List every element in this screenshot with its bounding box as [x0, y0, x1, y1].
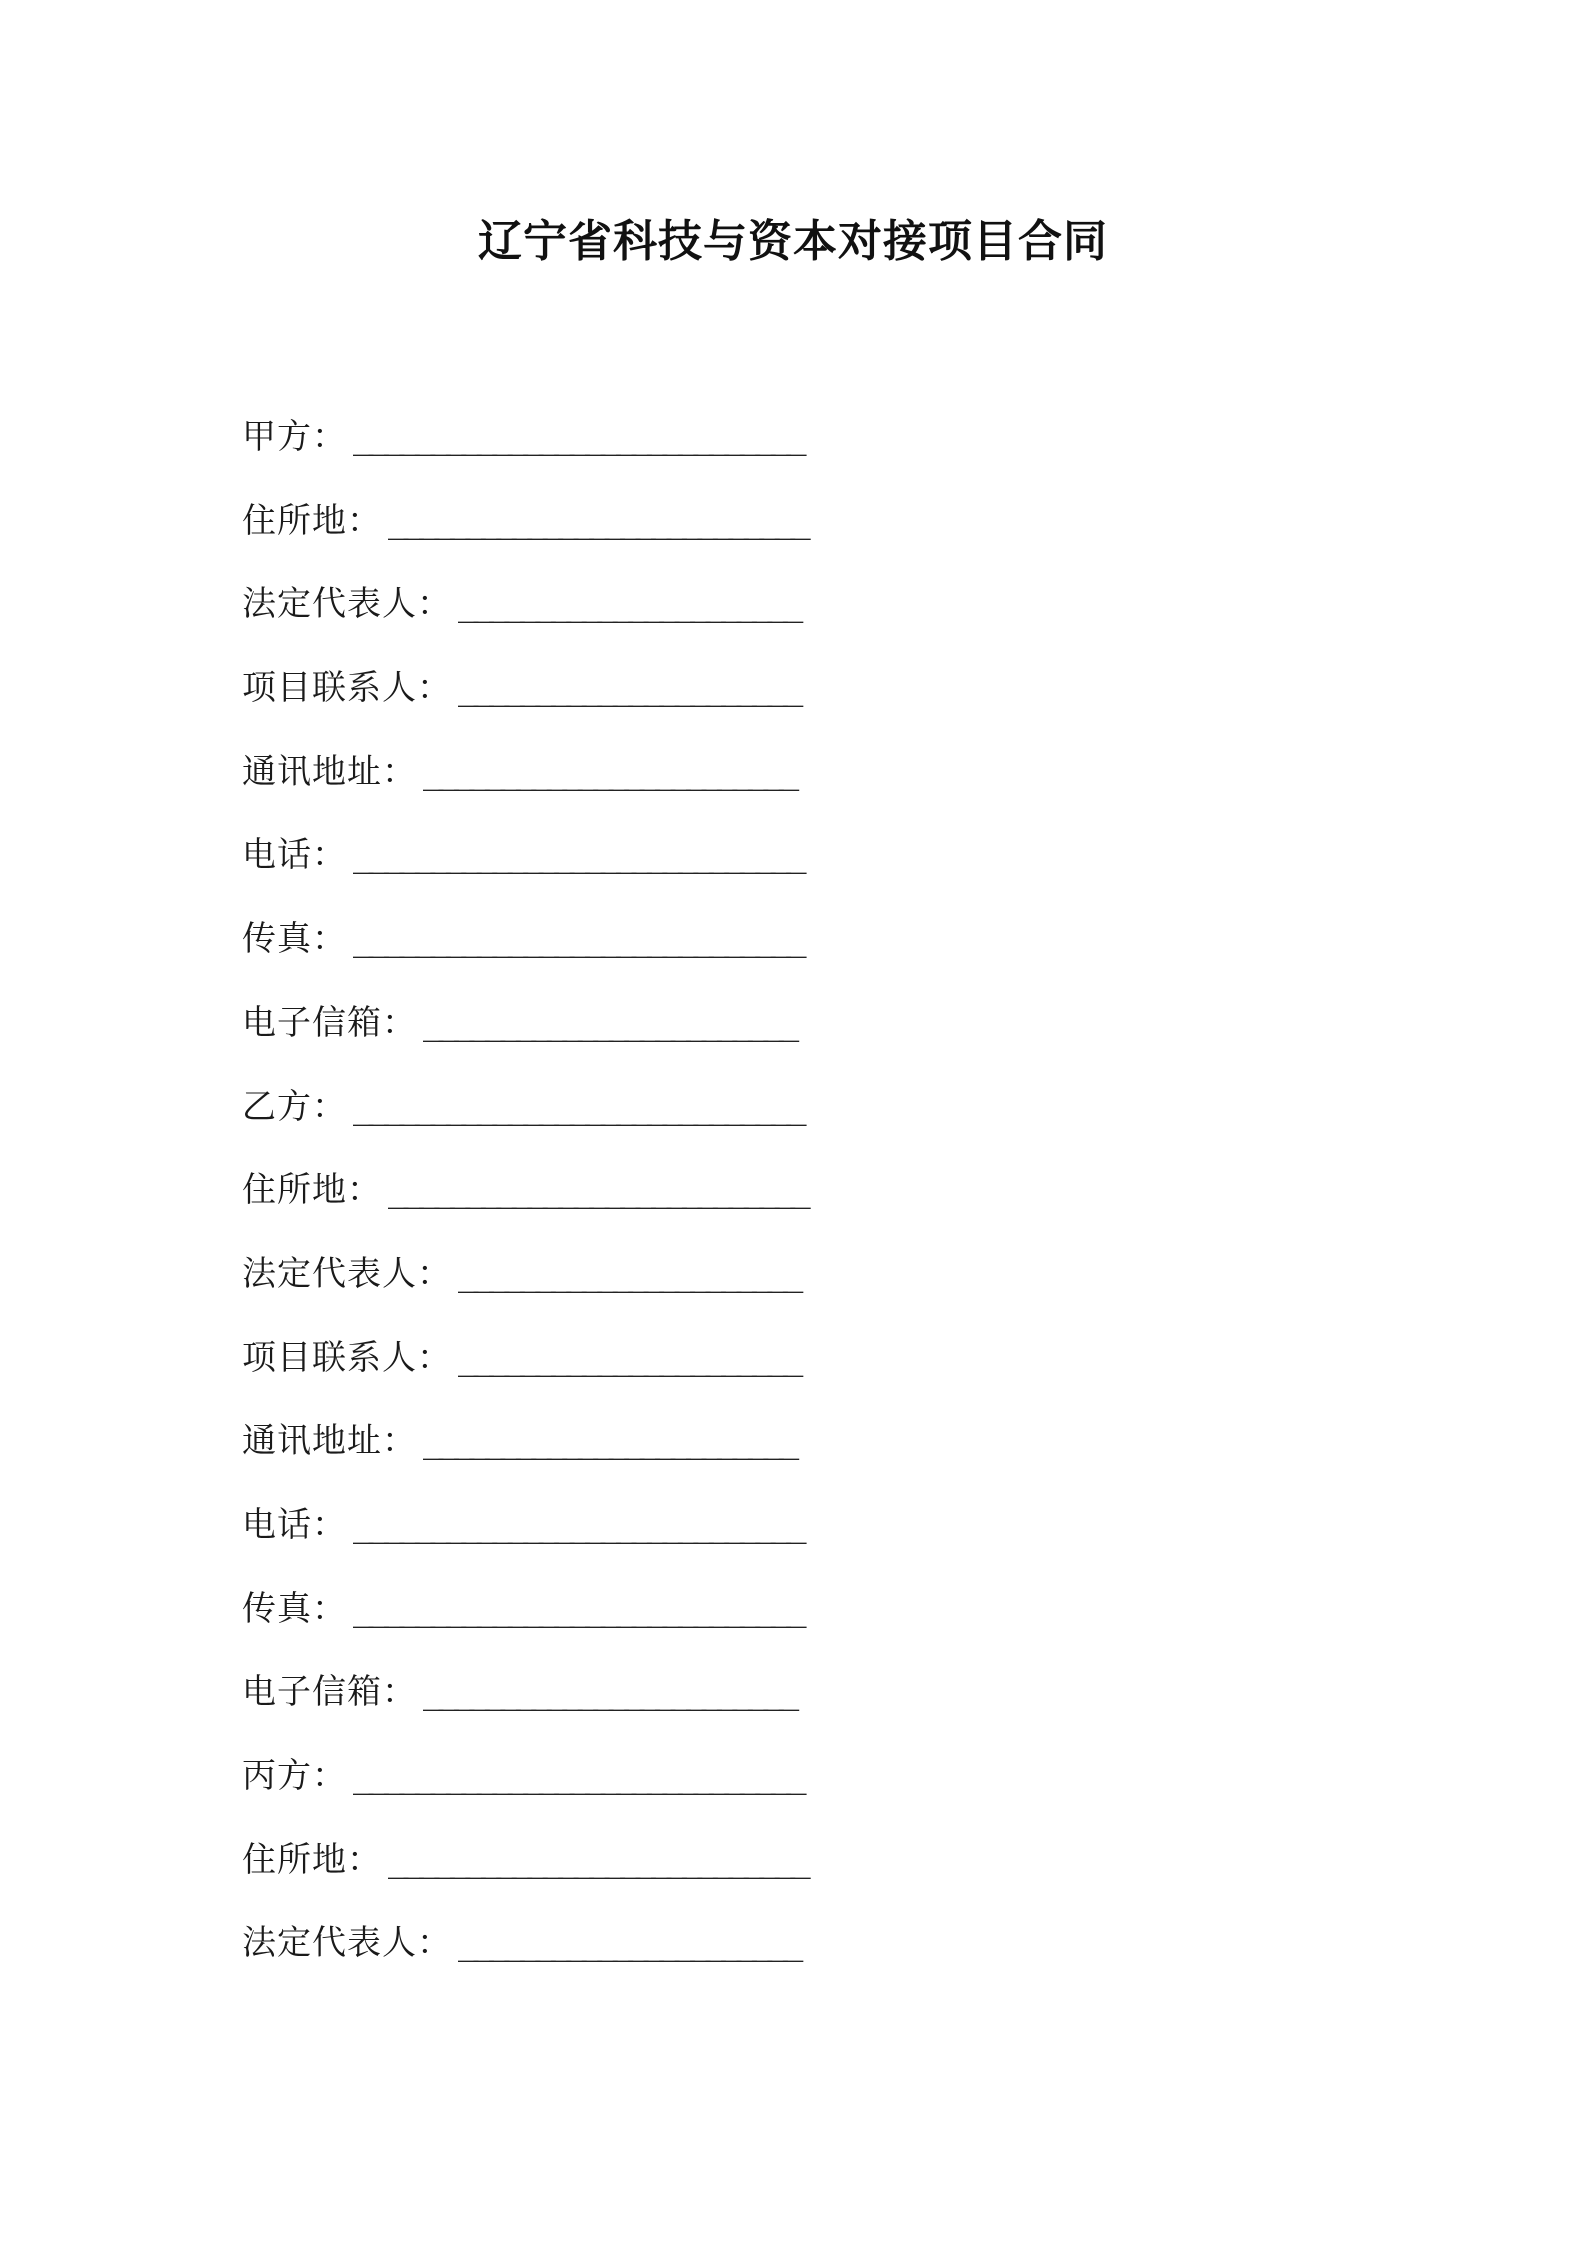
field-label: 住所地： — [242, 1170, 382, 1211]
field-party-b-address — [242, 1165, 1342, 1249]
field-party-a-mailing-address — [242, 747, 1342, 831]
field-party-b-contact — [242, 1333, 1342, 1417]
fill-in-blank: ______________________ — [458, 1337, 799, 1378]
field-label: 传真： — [242, 1588, 347, 1629]
field-label: 电子信箱： — [242, 1672, 417, 1713]
fill-in-blank: ___________________________ — [388, 1170, 806, 1211]
field-party-b-fax — [242, 1584, 1342, 1668]
field-label: 甲方： — [242, 417, 347, 457]
field-party-b-legal-rep — [242, 1249, 1342, 1333]
field-label: 法定代表人： — [242, 1923, 452, 1964]
fill-in-blank: ______________________ — [458, 1253, 799, 1294]
field-party-a-phone — [242, 830, 1342, 914]
fill-in-blank: _____________________________ — [353, 1588, 802, 1629]
field-party-c-address — [242, 1835, 1342, 1919]
field-label: 项目联系人： — [242, 668, 452, 709]
field-label: 电话： — [242, 835, 347, 876]
field-party-a-email — [242, 998, 1342, 1082]
field-party-a-legal-rep — [242, 579, 1342, 663]
field-party-b-email — [242, 1667, 1342, 1751]
fill-in-blank: _____________________________ — [353, 1086, 802, 1127]
field-party-b — [242, 1082, 1342, 1166]
field-party-c — [242, 1751, 1342, 1835]
fill-in-blank: ______________________ — [458, 1923, 799, 1964]
fill-in-blank: ______________________ — [458, 584, 799, 625]
field-party-a-contact — [242, 663, 1342, 747]
field-party-a-address — [242, 496, 1342, 580]
document-title: 辽宁省科技与资本对接项目合同 — [478, 216, 1108, 267]
fill-in-blank: ______________________ — [458, 668, 799, 709]
field-party-a-fax — [242, 914, 1342, 998]
field-party-b-mailing-address — [242, 1416, 1342, 1500]
field-label: 乙方： — [242, 1086, 347, 1127]
fill-in-blank: ___________________________ — [388, 1839, 806, 1880]
field-label: 传真： — [242, 919, 347, 960]
fill-in-blank: ________________________ — [423, 1421, 795, 1462]
field-label: 丙方： — [242, 1756, 347, 1796]
field-party-a — [242, 412, 1342, 496]
fill-in-blank: ________________________ — [423, 1672, 795, 1713]
fill-in-blank: ________________________ — [423, 751, 795, 792]
field-label: 法定代表人： — [242, 584, 452, 625]
field-label: 电子信箱： — [242, 1002, 417, 1043]
field-party-c-legal-rep — [242, 1918, 1342, 2002]
fill-in-blank: ________________________ — [423, 1002, 795, 1043]
field-label: 住所地： — [242, 500, 382, 541]
field-label: 法定代表人： — [242, 1253, 452, 1294]
fill-in-blank: _____________________________ — [353, 417, 802, 457]
fill-in-blank: _____________________________ — [353, 1504, 802, 1545]
field-label: 电话： — [242, 1504, 347, 1545]
contract-party-fields — [242, 412, 1342, 2002]
fill-in-blank: _____________________________ — [353, 919, 802, 960]
fill-in-blank: _____________________________ — [353, 1756, 802, 1796]
field-label: 通讯地址： — [242, 751, 417, 792]
fill-in-blank: _____________________________ — [353, 835, 802, 876]
field-label: 项目联系人： — [242, 1337, 452, 1378]
field-label: 通讯地址： — [242, 1421, 417, 1462]
field-party-b-phone — [242, 1500, 1342, 1584]
field-label: 住所地： — [242, 1839, 382, 1880]
fill-in-blank: ___________________________ — [388, 500, 806, 541]
